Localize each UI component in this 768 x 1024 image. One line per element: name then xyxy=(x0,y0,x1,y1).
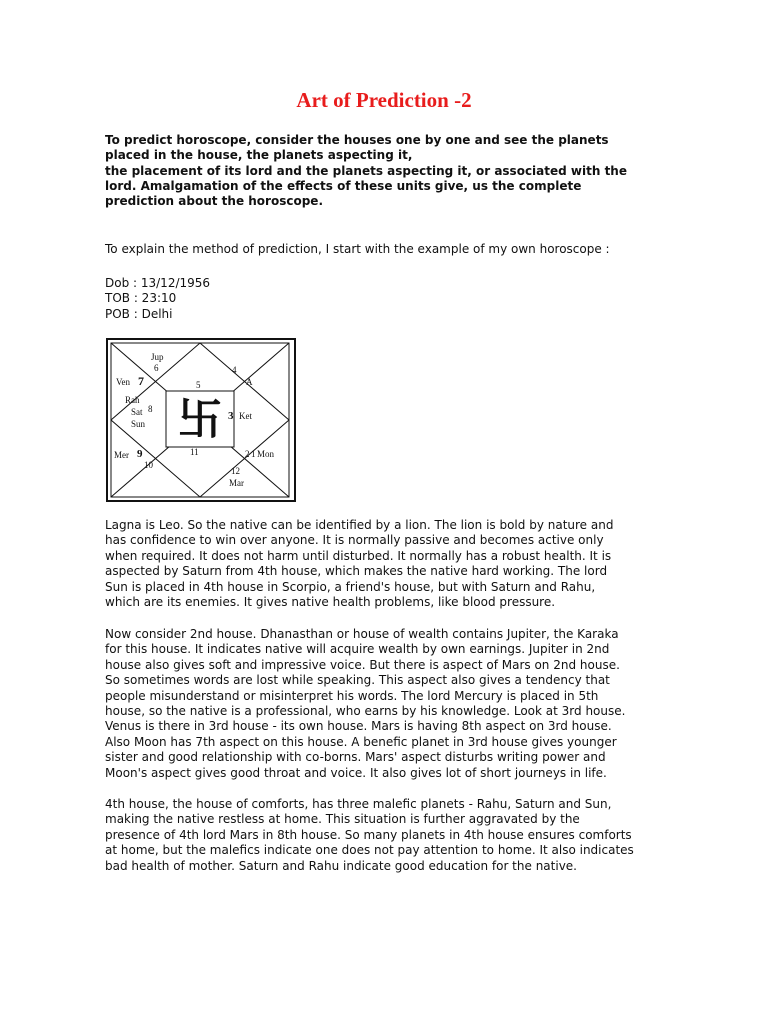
paragraph-line: at home, but the malefics indicate one does not pay attention to home. It also indicates xyxy=(105,843,634,858)
intro-line: prediction about the horoscope. xyxy=(105,194,323,209)
paragraph-line: aspected by Saturn from 4th house, which makes the native hard working. The lord xyxy=(105,564,608,579)
paragraph-line: Sun is placed in 4th house in Scorpio, a friend's house, but with Saturn and Rahu, xyxy=(105,579,596,594)
intro-line: lord. Amalgamation of the effects of these units give, us the complete xyxy=(105,178,582,193)
paragraph-line: for this house. It indicates native will acquire wealth by own earnings. Jupiter in 2nd xyxy=(105,642,610,657)
paragraph-line: which are its enemies. It gives native health problems, like blood pressure. xyxy=(105,595,556,610)
house-num-9: 9 xyxy=(137,448,143,460)
ven-label: Ven xyxy=(116,377,130,387)
horoscope-diagram xyxy=(106,338,296,502)
mar-label: Mar xyxy=(229,478,244,488)
paragraph-line: making the native restless at home. This situation is further aggravated by the xyxy=(105,812,580,827)
pob-line: POB : Delhi xyxy=(105,306,173,321)
house-num-10: 10 xyxy=(144,460,153,470)
paragraph-line: So sometimes words are lost while speaking. This aspect also gives a tendency that xyxy=(105,673,610,688)
swastika-symbol: 卐 xyxy=(178,394,222,445)
moon-label: Mon xyxy=(257,449,275,459)
house-num-3: 3 xyxy=(228,410,234,422)
paragraph-second-house xyxy=(105,627,680,781)
sun-label: Sun xyxy=(131,419,146,429)
paragraph-line: Venus is there in 3rd house - its own house. Mars is having 8th aspect on 3rd house. xyxy=(105,719,612,734)
house-num-12: 12 xyxy=(231,466,240,476)
rah-label: Rah xyxy=(125,395,140,405)
paragraph-line: Moon's aspect gives good throat and voice. It also gives lot of short journeys in life. xyxy=(105,765,607,780)
house-num-8: 8 xyxy=(148,404,153,414)
mer-label: Mer xyxy=(114,450,129,460)
paragraph-line: Also Moon has 7th aspect on this house. A benefic planet in 3rd house gives younger xyxy=(105,734,617,749)
paragraph-fourth-house xyxy=(105,797,680,874)
paragraph-line: presence of 4th lord Mars in 8th house. So many planets in 4th house ensures comforts xyxy=(105,827,632,842)
asc-label: A xyxy=(246,377,253,387)
paragraph-line: bad health of mother. Saturn and Rahu indicate good education for the native. xyxy=(105,858,577,873)
intro-line: the placement of its lord and the planets aspecting it, or associated with the xyxy=(105,163,627,178)
page-title: Art of Prediction -2 xyxy=(296,88,472,112)
paragraph-lagna xyxy=(105,518,680,610)
intro-paragraph xyxy=(105,133,665,209)
house-num-11: 11 xyxy=(190,447,199,457)
paragraph-line: house, so the native is a professional, who earns by his knowledge. Look at 3rd house. xyxy=(105,704,626,719)
ket-label: Ket xyxy=(239,411,252,421)
paragraph-line: when required. It does not harm until disturbed. It normally has a robust health. It is xyxy=(105,548,612,563)
paragraph-line: people misunderstand or misinterpret his words. The lord Mercury is placed in 5th xyxy=(105,688,599,703)
birth-details xyxy=(105,276,680,322)
house-num-1: 1 xyxy=(251,449,256,459)
method-line: To explain the method of prediction, I start with the example of my own horoscope : xyxy=(105,242,610,256)
paragraph-line: Now consider 2nd house. Dhanasthan or house of wealth contains Jupiter, the Karaka xyxy=(105,627,619,641)
jup-label: Jup xyxy=(151,352,164,362)
intro-line: To predict horoscope, consider the houses one by one and see the planets xyxy=(105,133,609,147)
tob-line: TOB : 23:10 xyxy=(105,291,177,306)
horoscope-chart xyxy=(106,338,296,502)
house-num-6: 6 xyxy=(154,363,159,373)
dob-line: Dob : 13/12/1956 xyxy=(105,276,211,290)
sat-label: Sat xyxy=(131,407,143,417)
paragraph-line: sister and good relationship with co-borns. Mars' aspect disturbs writing power and xyxy=(105,750,606,765)
house-num-7: 7 xyxy=(138,374,144,388)
intro-line: placed in the house, the planets aspecting it, xyxy=(105,148,413,163)
house-num-2: 2 xyxy=(245,449,250,459)
paragraph-line: Lagna is Leo. So the native can be identified by a lion. The lion is bold by nature and xyxy=(105,518,614,532)
method-paragraph xyxy=(105,242,680,257)
paragraph-line: has confidence to win over anyone. It is normally passive and becomes active only xyxy=(105,533,604,548)
house-num-4: 4 xyxy=(232,365,237,375)
paragraph-line: house also gives soft and impressive voice. But there is aspect of Mars on 2nd house. xyxy=(105,657,620,672)
house-num-5: 5 xyxy=(196,380,201,390)
paragraph-line: 4th house, the house of comforts, has three malefic planets - Rahu, Saturn and Sun, xyxy=(105,797,612,811)
